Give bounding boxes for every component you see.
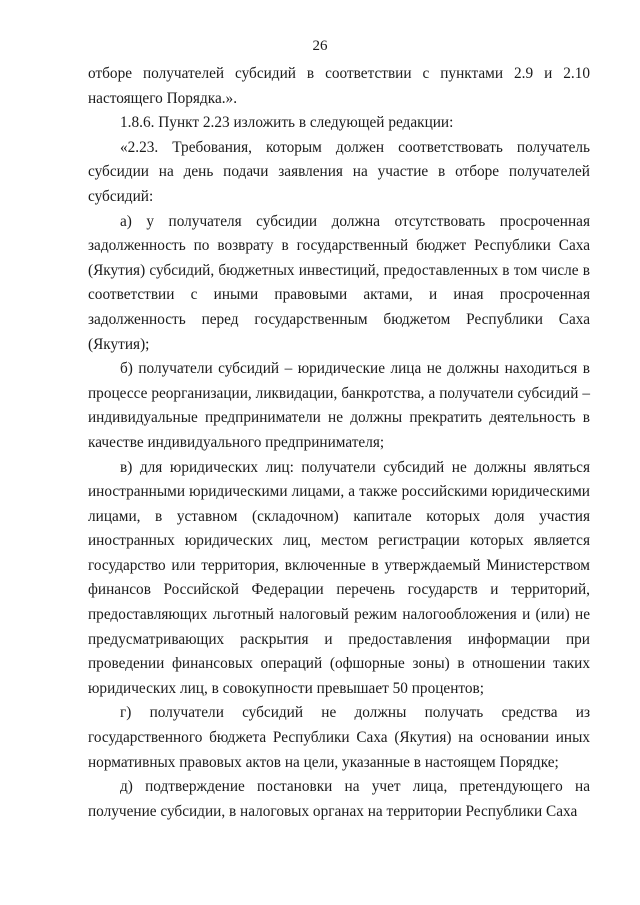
paragraph-item-d: д) подтверждение постановки на учет лица, претендующего на получение субсидии, в налоговых органах на территории Республики Саха [88, 778, 590, 820]
paragraph-item-a: а) у получателя субсидии должна отсутствовать просроченная задолженность по возврату в государственный бюджет Республики Саха (Якутия) субсидий, бюджетных инвестиций, предоставленных в том числе в соответствии с иными правовыми актами, и иная просроченная задолженность перед государственным бюджетом Республики Саха (Якутия); [88, 212, 590, 353]
paragraph-clause-2-23: «2.23. Требования, которым должен соответствовать получатель субсидии на день подачи заявления на участие в отборе получателей субсидий: [88, 138, 590, 205]
document-body [88, 62, 590, 824]
paragraph-item-v: в) для юридических лиц: получатели субсидий не должны являться иностранными юридическими лицами, а также российскими юридическими лицами, в уставном (складочном) капитале которых доля участия иностранных юридических лиц, местом регистрации которых является государство или территория, включенные в утверждаемый Министерством финансов Российской Федерации перечень государств и территорий, предоставляющих льготный налоговый режим налогообложения и (или) не предусматривающих раскрытия и предоставления информации при проведении финансовых операций (офшорные зоны) в отношении таких юридических лиц, в совокупности превышает 50 процентов; [88, 458, 590, 697]
paragraph-continuation: отборе получателей субсидий в соответствии с пунктами 2.9 и 2.10 настоящего Порядка.». [88, 65, 590, 107]
paragraph-item-g: г) получатели субсидий не должны получать средства из государственного бюджета Республики Саха (Якутия) на основании иных нормативных правовых актов на цели, указанные в настоящем Порядке; [88, 704, 590, 771]
page-number: 26 [312, 38, 328, 54]
paragraph-item-b: б) получатели субсидий – юридические лица не должны находиться в процессе реорганизации, ликвидации, банкротства, а получатели субсидий – индивидуальные предприниматели не должны прекратить деятельность в качестве индивидуального предпринимателя; [88, 360, 590, 451]
paragraph-clause-1-8-6: 1.8.6. Пункт 2.23 изложить в следующей редакции: [120, 114, 454, 132]
